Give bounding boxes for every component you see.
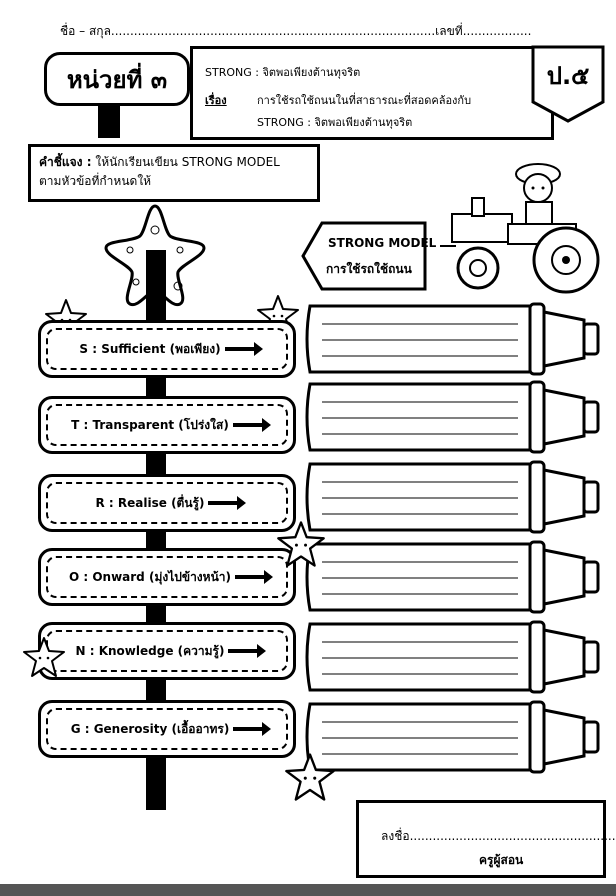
crayon-point bbox=[584, 562, 598, 592]
small-star-icon bbox=[284, 752, 336, 806]
crayon-point bbox=[584, 642, 598, 672]
crayon-point bbox=[584, 722, 598, 752]
strong-model-title: STRONG MODEL bbox=[328, 236, 437, 250]
instructions-box bbox=[28, 144, 320, 202]
crayon-body bbox=[307, 544, 534, 610]
crayon-body bbox=[307, 624, 534, 690]
crayon-body bbox=[307, 384, 534, 450]
tractor-boy-icon bbox=[432, 150, 608, 296]
tag-shape bbox=[300, 220, 428, 292]
crayon-body bbox=[307, 704, 534, 770]
arrow-right-icon bbox=[235, 575, 265, 579]
grade-badge bbox=[530, 44, 606, 124]
crayon-body bbox=[307, 464, 534, 530]
crayon-answer-box[interactable] bbox=[302, 380, 606, 454]
crayon-answer-box[interactable] bbox=[302, 540, 606, 614]
crayon-band bbox=[530, 702, 544, 772]
small-star-icon bbox=[276, 520, 326, 572]
crayon-tip bbox=[544, 710, 584, 764]
crayon-band bbox=[530, 304, 544, 374]
crayon-tip bbox=[544, 630, 584, 684]
crayon-tip bbox=[544, 312, 584, 366]
arrow-right-icon bbox=[228, 649, 258, 653]
grade-label: ป.๕ bbox=[546, 62, 590, 90]
sign-sufficient bbox=[38, 320, 296, 378]
teacher-role: ครูผู้สอน bbox=[479, 853, 524, 867]
arrow-right-icon bbox=[233, 423, 263, 427]
crayon-point bbox=[584, 324, 598, 354]
crayon-band bbox=[530, 382, 544, 452]
sign-label: N : Knowledge (ความรู้) bbox=[75, 643, 225, 658]
crayon-answer-box[interactable] bbox=[302, 700, 606, 774]
sign-label: O : Onward (มุ่งไปข้างหน้า) bbox=[68, 569, 231, 584]
arrow-right-icon bbox=[233, 727, 263, 731]
crayon-body bbox=[307, 306, 534, 372]
crayon-tip bbox=[544, 550, 584, 604]
sign-realise bbox=[38, 474, 296, 532]
crayon-point bbox=[584, 482, 598, 512]
crayon-answer-box[interactable] bbox=[302, 620, 606, 694]
name-number-line[interactable]: ชื่อ – สกุล.....................................................................................เลขที่.................. bbox=[60, 24, 532, 38]
crayon-band bbox=[530, 622, 544, 692]
crayon-tip bbox=[544, 470, 584, 524]
small-star-icon bbox=[22, 636, 66, 682]
info-line-strong: STRONG : จิตพอเพียงต้านทุจริต bbox=[205, 66, 361, 79]
crayon-band bbox=[530, 462, 544, 532]
arrow-right-icon bbox=[208, 501, 238, 505]
sign-label: G : Generosity (เอื้ออาทร) bbox=[70, 721, 230, 736]
topic-label: เรื่อง bbox=[205, 94, 227, 107]
crayon-answer-box[interactable] bbox=[302, 460, 606, 534]
unit-title: หน่วยที่ ๓ bbox=[44, 52, 190, 106]
sign-generosity bbox=[38, 700, 296, 758]
crayon-answer-box[interactable] bbox=[302, 302, 606, 376]
topic-info-box bbox=[190, 46, 554, 140]
strong-model-tag bbox=[300, 220, 437, 292]
crayon-tip bbox=[544, 390, 584, 444]
instructions-label: คำชี้แจง : bbox=[39, 155, 92, 169]
sign-onward bbox=[38, 548, 296, 606]
strong-model-subtitle: การใช้รถใช้ถนน bbox=[326, 262, 412, 276]
instructions-text-2: ตามหัวข้อที่กำหนดให้ bbox=[39, 174, 152, 188]
sign-knowledge bbox=[38, 622, 296, 680]
sign-label: S : Sufficient (พอเพียง) bbox=[79, 341, 221, 356]
arrow-right-icon bbox=[225, 347, 255, 351]
info-line-strong-2: STRONG : จิตพอเพียงต้านทุจริต bbox=[257, 116, 413, 129]
instructions-text-1: ให้นักเรียนเขียน STRONG MODEL bbox=[91, 155, 280, 169]
signature-line[interactable]: ลงชื่อ...................................................... bbox=[381, 829, 616, 843]
signature-box bbox=[356, 800, 616, 878]
crayon-band bbox=[530, 542, 544, 612]
sign-label: T : Transparent (โปร่งใส) bbox=[71, 417, 229, 432]
topic-text: การใช้รถใช้ถนนในที่สาธารณะที่สอดคล้องกับ bbox=[257, 94, 472, 107]
sign-label: R : Realise (ตื่นรู้) bbox=[95, 495, 205, 510]
sign-transparent bbox=[38, 396, 296, 454]
bottom-border bbox=[0, 884, 616, 896]
crayon-point bbox=[584, 402, 598, 432]
